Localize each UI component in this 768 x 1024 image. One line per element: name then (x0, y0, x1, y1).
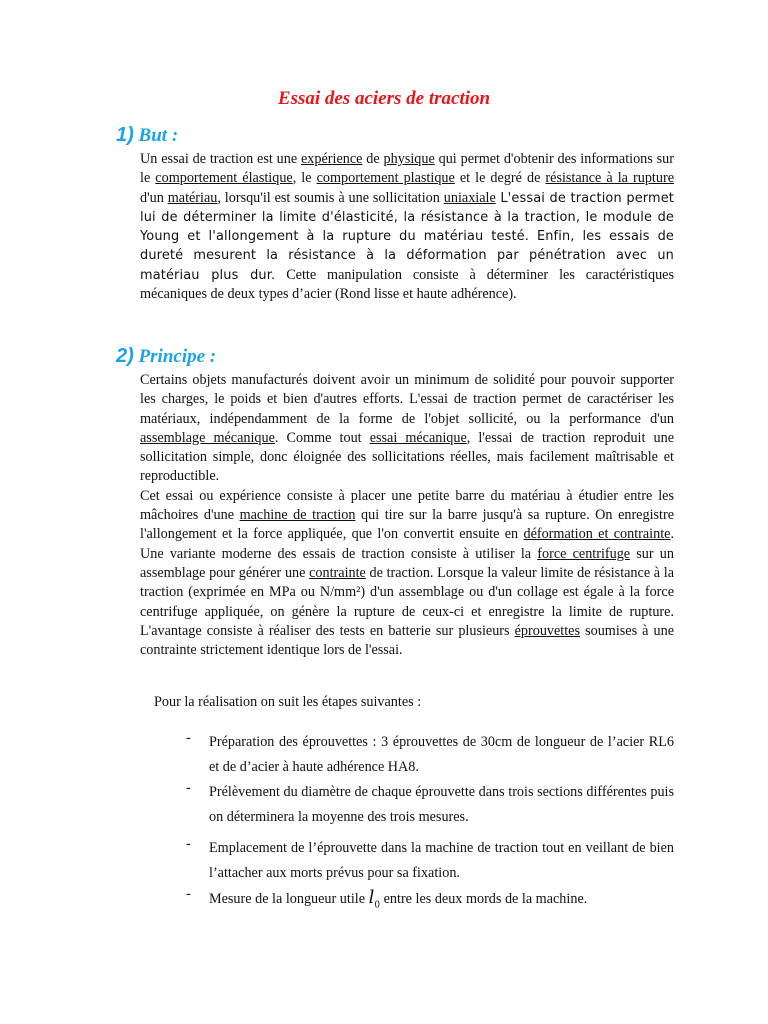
text-run: , l'essai de traction reproduit une sollicitation simple, donc éloignée des sollicitations réelles, mais facilement maîtrisable et reproductible. (140, 429, 674, 485)
link-machine-de-traction[interactable]: machine de traction (239, 507, 356, 524)
step-text: Prélèvement du diamètre de chaque éprouvette dans trois sections différentes puis on déterminera la moyenne des trois mesures. (209, 784, 674, 825)
section-1-title: But : (138, 125, 179, 146)
text-run: entre les deux mords de la machine. (380, 891, 588, 907)
link-force-centrifuge[interactable]: force centrifuge (537, 545, 631, 562)
text-run: Cette manipulation consiste à déterminer les caractéristiques mécaniques de deux types d’acier (Rond lisse et haute adhérence). (140, 266, 674, 303)
section-2-paragraph-2 (140, 487, 674, 661)
list-bullet: - (186, 836, 191, 852)
section-1-heading (116, 124, 178, 147)
list-bullet: - (186, 730, 191, 746)
link-eprouvettes[interactable]: éprouvettes (514, 622, 581, 639)
text-run: . Une variante moderne des essais de traction consiste à utiliser la (140, 526, 674, 562)
text-run: sur un assemblage pour générer une (140, 545, 674, 581)
step-text: Emplacement de l’éprouvette dans la machine de traction tout en veillant de bien l’attacher aux morts prévus pour sa fixation. (209, 840, 674, 881)
text-run: et le degré de (454, 170, 546, 187)
link-experience[interactable]: expérience (301, 151, 363, 167)
step-text (209, 886, 674, 918)
section-2-number: 2) (116, 345, 134, 367)
section-1-paragraph (140, 150, 674, 304)
link-comportement-elastique[interactable]: comportement élastique (155, 170, 293, 187)
steps-intro: Pour la réalisation on suit les étapes suivantes : (154, 694, 422, 710)
text-run: . Comme tout (274, 429, 370, 446)
link-physique[interactable]: physique (383, 151, 435, 167)
link-uniaxiale[interactable]: uniaxiale (443, 189, 496, 206)
text-run: Un essai de traction est une (140, 151, 301, 167)
link-contrainte[interactable]: contrainte (309, 564, 366, 581)
section-2-title: Principe : (138, 346, 217, 367)
text-run: Certains objets manufacturés doivent avoir un minimum de solidité pour pouvoir supporter les charges, le poids et bien d'autres efforts. L'essai de traction permet de caractériser les matériaux, indépendamment de la forme de l'objet sollicité, ou la performance d'un (140, 372, 674, 427)
link-deformation-contrainte[interactable]: déformation et contrainte (523, 526, 671, 543)
text-run: L'essai de traction permet lui de déterminer la limite d'élasticité, la résistance à la traction, le module de Young et l'allongement à la rupture du matériau testé. Enfin, les essais de dureté mesurent la résistance à la déformation par pénétration avec un matériau plus dur. (140, 190, 674, 283)
section-2-body (140, 371, 674, 660)
text-run: d'un (140, 189, 168, 206)
text-run: de (362, 151, 384, 167)
link-materiau[interactable]: matériau (167, 189, 218, 206)
text-run: qui tire sur la barre jusqu'à sa rupture. On enregistre l'allongement et la force appliquée, que l'on convertit ensuite en (140, 507, 675, 543)
link-comportement-plastique[interactable]: comportement plastique (316, 170, 455, 187)
list-bullet: - (186, 886, 191, 902)
symbol-letter: l (368, 887, 375, 908)
section-2-heading (116, 345, 216, 368)
text-run: de traction. Lorsque la valeur limite de résistance à la traction (exprimée en MPa ou N/mm²) d'un assemblage ou d'un collage est égale à la force centrifuge appliquée, on génère la rupture de ceux-ci et enregistre la limite de rupture. L'avantage consiste à réaliser des tests en batterie sur plusieurs (140, 564, 675, 639)
symbol-subscript: 0 (374, 900, 381, 911)
text-run: , le (292, 170, 317, 187)
section-2-paragraph-1 (140, 371, 674, 487)
text-run: , lorsqu'il est soumis à une sollicitation (217, 189, 444, 206)
math-symbol (368, 887, 381, 911)
link-assemblage-mecanique[interactable]: assemblage mécanique (140, 429, 275, 446)
text-run: Cet essai ou expérience consiste à placer une petite barre du matériau à étudier entre les mâchoires d'une (140, 487, 674, 524)
text-run: Mesure de la longueur utile (209, 891, 369, 907)
text-run: qui permet d'obtenir des informations sur le (140, 151, 674, 187)
link-resistance-rupture[interactable]: résistance à la rupture (545, 170, 674, 187)
link-essai-mecanique[interactable]: essai mécanique (369, 429, 467, 446)
section-1-number: 1) (116, 124, 134, 146)
document-title: Essai des aciers de traction (277, 88, 491, 109)
list-bullet: - (186, 780, 191, 796)
section-1-body (140, 150, 674, 304)
text-run: soumises à une contrainte strictement identique lors de l'essai. (140, 622, 674, 659)
step-text: Préparation des éprouvettes : 3 éprouvettes de 30cm de longueur de l’acier RL6 et de d’acier à haute adhérence HA8. (209, 734, 674, 775)
